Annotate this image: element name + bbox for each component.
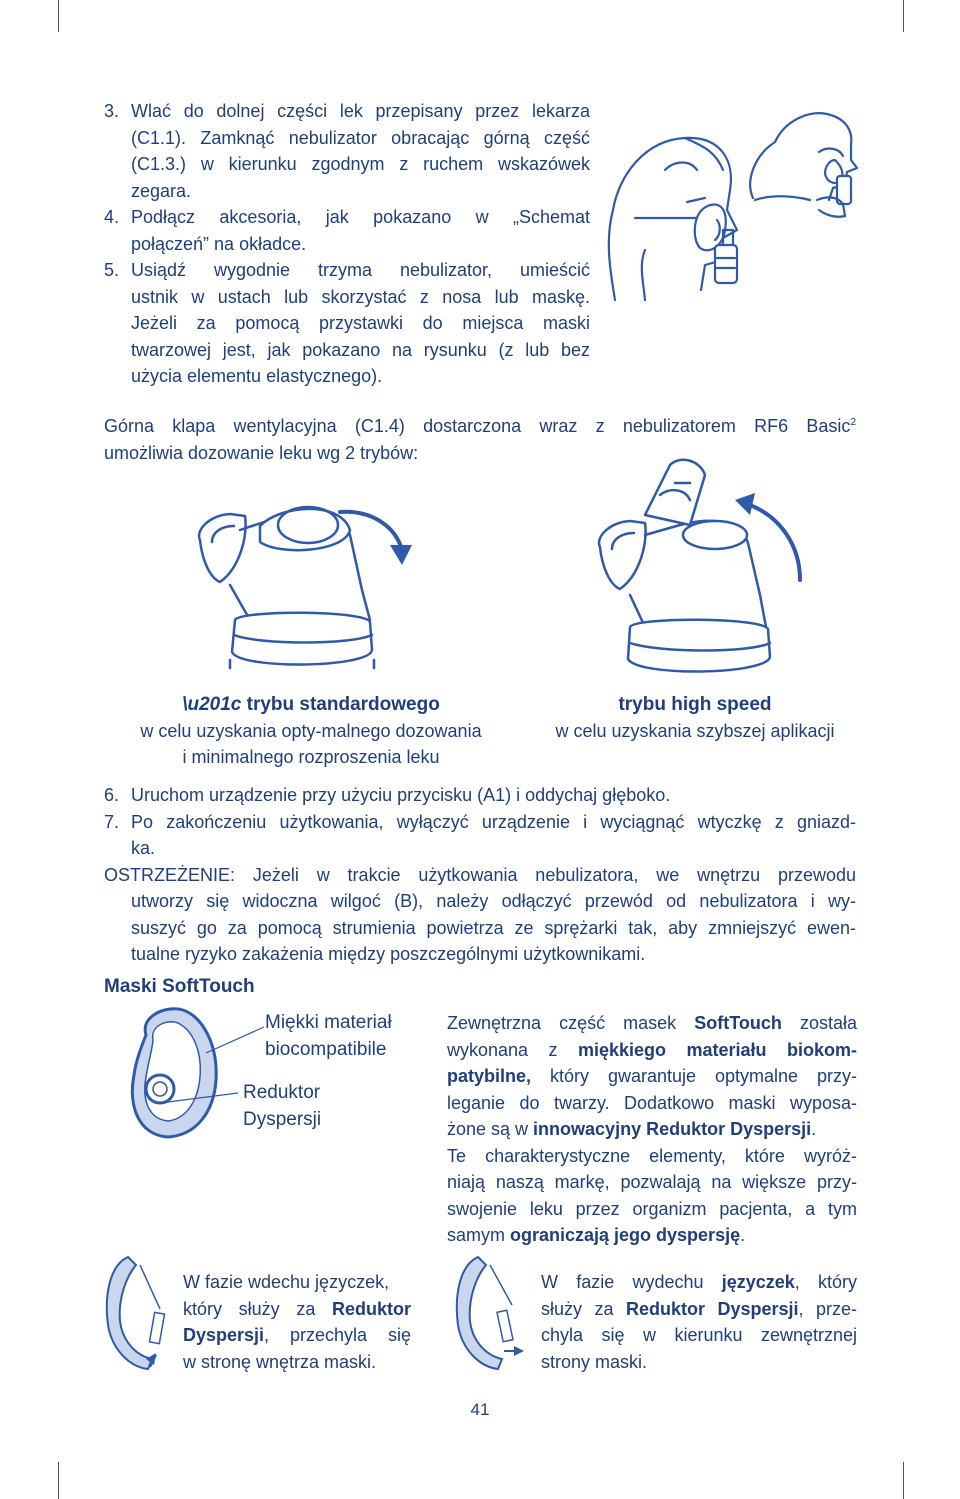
step-line: Podłącz akcesoria, jak pokazano w „Schemat xyxy=(131,207,590,227)
desc-line: Te charakterystyczne elementy, które wyróż- xyxy=(447,1145,857,1166)
label-material-line: biocompatibile xyxy=(265,1038,387,1060)
warning-line: utworzy się widoczna wilgoć (B), należy odłączyć przewód od nebulizatora i wy- xyxy=(131,891,856,911)
step-line: Jeżeli za pomocą przystawki do miejsca maski xyxy=(131,313,590,333)
inhale-line: W fazie wdechu języczek, xyxy=(183,1272,390,1292)
desc-text: . xyxy=(811,1119,817,1139)
masks-heading: Maski SoftTouch xyxy=(104,976,255,997)
high-speed-mode-title: trybu high speed xyxy=(618,694,772,715)
exhale-line: strony maski. xyxy=(541,1351,648,1372)
page-number: 41 xyxy=(470,1400,490,1419)
desc-line: leganie do twarzy. Dodatkowo maski wyposa- xyxy=(447,1092,857,1113)
desc-text: wykonana z xyxy=(447,1039,578,1060)
label-reducer-line: Dyspersji xyxy=(243,1108,322,1130)
steps-top xyxy=(104,98,590,390)
desc-bold: innowacyjny Reduktor Dyspersji xyxy=(533,1119,812,1139)
high-speed-mode-caption xyxy=(530,692,860,744)
desc-text: żone są w xyxy=(447,1119,534,1139)
label-material-line: Miękki materiał xyxy=(265,1012,392,1033)
inhale-line xyxy=(183,1322,411,1349)
step-3 xyxy=(104,98,590,204)
step-line: użycia elementu elastycznego). xyxy=(131,366,383,386)
standard-mode-line: w celu uzyskania opty-malnego dozowania xyxy=(140,721,482,741)
desc-bold: miękkiego materiału biokom- xyxy=(577,1039,857,1060)
inhale-bold: Reduktor xyxy=(331,1298,411,1319)
exhale-text: , prze- xyxy=(798,1298,857,1319)
inhale-description xyxy=(183,1269,411,1375)
label-material xyxy=(265,1010,392,1063)
standard-mode-title xyxy=(96,692,526,718)
step-number: 3. xyxy=(104,101,120,121)
step-6 xyxy=(104,782,856,809)
crop-mark xyxy=(903,1462,904,1499)
label-reducer-line: Reduktor xyxy=(243,1082,321,1103)
desc-text: Zewnętrzna część masek xyxy=(447,1013,695,1033)
step-line: (C1.3.) w kierunku zgodnym z ruchem wskazówek xyxy=(131,154,590,174)
desc-bold: ograniczają jego dyspersję xyxy=(510,1225,741,1245)
softtouch-description xyxy=(447,1010,857,1249)
nebulizer-high-speed-mode-illustration xyxy=(590,455,850,685)
standard-mode-title-text: trybu standardowego xyxy=(246,694,440,715)
exhale-text: , który xyxy=(794,1272,857,1292)
desc-text: . xyxy=(740,1225,746,1245)
standard-mode-caption xyxy=(96,692,526,770)
step-line: Usiądź wygodnie trzyma nebulizator, umieścić xyxy=(131,260,590,280)
mask-exhale-illustration xyxy=(450,1255,530,1375)
step-line: ka. xyxy=(131,838,156,858)
label-reducer xyxy=(243,1080,321,1133)
nebulizer-standard-mode-illustration xyxy=(190,490,450,690)
exhale-description xyxy=(541,1269,857,1375)
warning-line: tualne ryzyko zakażenia między poszczególnymi użytkownikami. xyxy=(131,944,646,964)
step-line: Wlać do dolnej części lek przepisany przez lekarza xyxy=(131,101,590,121)
warning-line: suszyć go za pomocą strumienia powietrza ze sprężarki tak, aby zmniejszyć ewen- xyxy=(131,917,856,938)
step-number: 4. xyxy=(104,207,120,227)
step-line: Uruchom urządzenie przy użyciu przycisku (A1) i oddychaj głęboko. xyxy=(131,785,671,805)
inhale-bold: Dyspersji xyxy=(183,1325,265,1345)
desc-line xyxy=(447,1010,857,1037)
desc-text: który gwarantuje optymalne przy- xyxy=(531,1066,857,1086)
valve-intro-line: umożliwia dozowanie leku wg 2 trybów: xyxy=(104,442,419,463)
step-number: 6. xyxy=(104,785,120,805)
desc-line: niają naszą markę, pozwalają na większe przy- xyxy=(447,1172,857,1192)
desc-line xyxy=(447,1116,857,1143)
exhale-line xyxy=(541,1269,857,1296)
step-line: ustnik w ustach lub skorzystać z nosa lub maskę. xyxy=(131,286,590,307)
step-line: połączeń” na okładce. xyxy=(131,233,307,254)
mask-inhale-illustration xyxy=(100,1255,170,1375)
patient-mask-illustration xyxy=(605,100,865,300)
exhale-bold: języczek xyxy=(721,1272,795,1292)
exhale-line xyxy=(541,1296,857,1323)
step-5 xyxy=(104,257,590,390)
step-number: 5. xyxy=(104,260,120,280)
crop-mark xyxy=(903,0,904,32)
desc-line: swojenie leku przez organizm pacjenta, a tym xyxy=(447,1198,857,1219)
step-line: twarzowej jest, jak pokazano na rysunku (z lub bez xyxy=(131,339,590,360)
step-7 xyxy=(104,809,856,862)
step-4 xyxy=(104,204,590,257)
exhale-bold: Reduktor Dyspersji xyxy=(625,1298,799,1319)
warning-line: OSTRZEŻENIE: Jeżeli w trakcie użytkowania nebulizatora, we wnętrzu przewodu xyxy=(104,864,856,885)
step-line: zegara. xyxy=(131,180,192,201)
valve-intro-text: Górna klapa wentylacyjna (C1.4) dostarczona wraz z nebulizatorem RF6 Basic xyxy=(104,416,851,436)
inhale-line xyxy=(183,1296,411,1323)
desc-text: została xyxy=(781,1013,857,1033)
valve-intro-line xyxy=(104,410,856,440)
exhale-text: W fazie wydechu xyxy=(541,1272,722,1292)
standard-mode-line: i minimalnego rozproszenia leku xyxy=(182,747,440,767)
inhale-line: w stronę wnętrza maski. xyxy=(183,1351,377,1372)
superscript: 2 xyxy=(850,417,856,428)
inhale-text: , przechyla się xyxy=(264,1325,411,1345)
crop-mark xyxy=(58,0,59,32)
step-number: 7. xyxy=(104,811,120,832)
exhale-line: chyla się w kierunku zewnętrznej xyxy=(541,1325,857,1345)
quote-mark: \u201c xyxy=(182,694,242,715)
desc-bold: SoftTouch xyxy=(694,1013,782,1033)
step-line: Po zakończeniu użytkowania, wyłączyć urządzenie i wyciągnąć wtyczkę z gniazd- xyxy=(131,811,856,832)
desc-text: samym xyxy=(447,1225,510,1245)
desc-bold: patybilne, xyxy=(447,1066,532,1086)
desc-line xyxy=(447,1222,857,1249)
step-line: (C1.1). Zamknąć nebulizator obracając górną część xyxy=(131,127,590,148)
steps-bottom xyxy=(104,782,856,968)
desc-line xyxy=(447,1037,857,1064)
crop-mark xyxy=(58,1462,59,1499)
inhale-text: który służy za xyxy=(183,1298,332,1319)
high-speed-mode-line: w celu uzyskania szybszej aplikacji xyxy=(555,721,835,741)
desc-line xyxy=(447,1063,857,1090)
warning xyxy=(104,862,856,968)
exhale-text: służy za xyxy=(541,1298,626,1319)
